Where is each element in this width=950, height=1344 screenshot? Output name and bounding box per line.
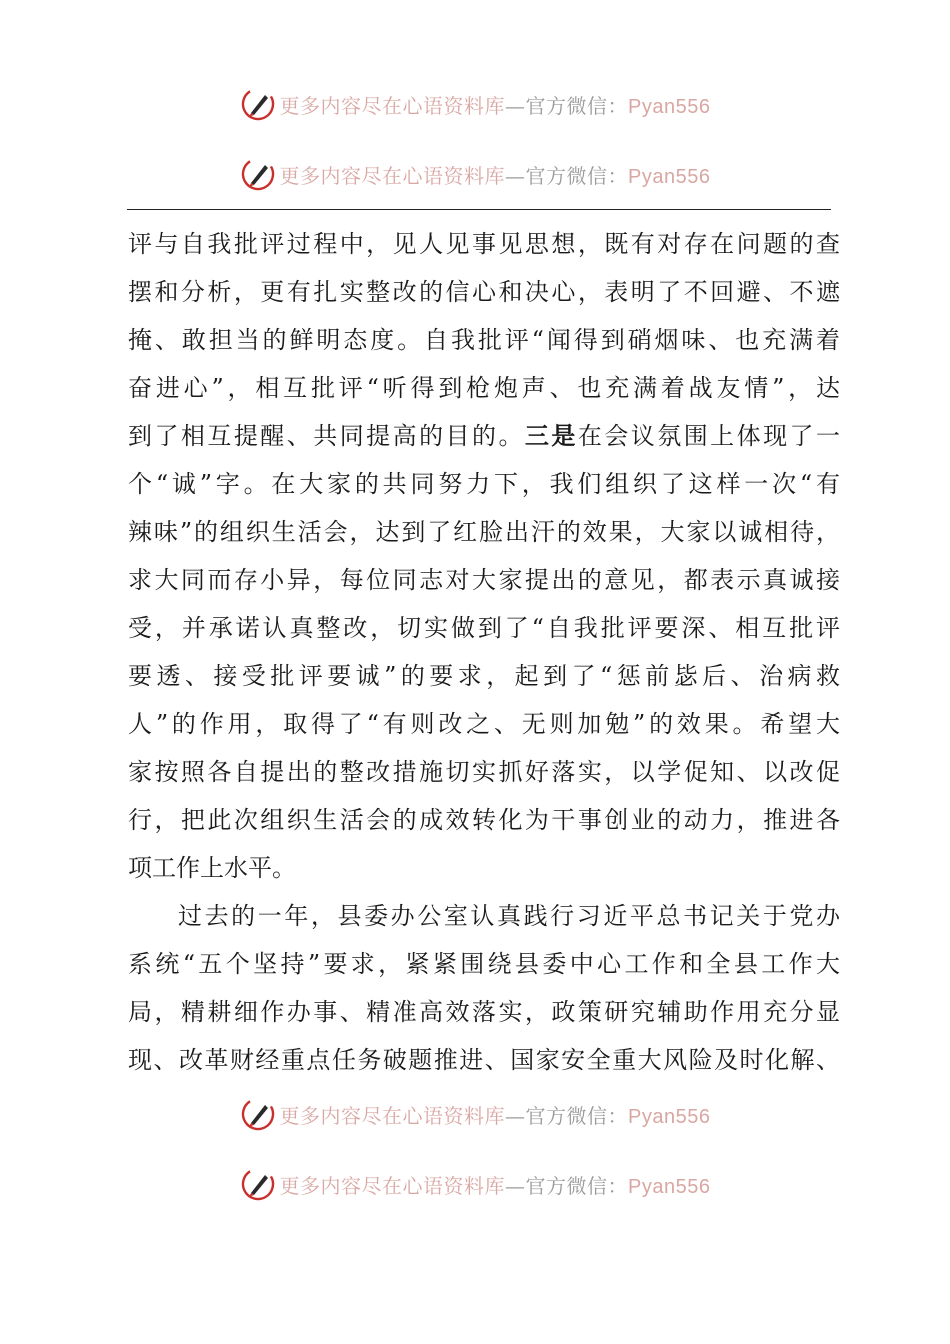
text-run: 到了相互提醒、共同提高的目的。 (128, 422, 525, 450)
watermark-lead-text: 更多内容尽在心语资料库 (279, 1103, 506, 1128)
pen-logo-icon (240, 86, 276, 122)
watermark-account: Pyan556 (628, 95, 711, 118)
text-line: 个“诚”字。在大家的共同努力下，我们组织了这样一次“有 (128, 470, 840, 498)
pen-logo-icon (240, 1096, 276, 1132)
text-line: 家按照各自提出的整改措施切实抓好落实，以学促知、以改促 (128, 758, 840, 786)
text-line: 局，精耕细作办事、精准高效落实，政策研究辅助作用充分显 (128, 998, 840, 1026)
watermark-banner-bottom-1 (0, 1094, 950, 1134)
pen-logo-icon (240, 1166, 276, 1202)
text-line: 要透、接受批评要诚”的要求，起到了“惩前毖后、治病救 (128, 662, 840, 690)
watermark-dash: — (505, 163, 526, 188)
watermark-account: Pyan556 (628, 165, 711, 188)
text-line: 求大同而存小异，每位同志对大家提出的意见，都表示真诚接 (128, 566, 840, 594)
watermark-mid-text: 官方微信： (525, 1103, 629, 1128)
text-line (128, 412, 840, 460)
watermark-lead-text: 更多内容尽在心语资料库 (279, 163, 506, 188)
watermark-banner-top-1 (0, 84, 950, 124)
emphasis-label: 三是 (524, 422, 578, 450)
watermark-mid-text: 官方微信： (525, 1173, 629, 1198)
text-line: 奋进心”，相互批评“听得到枪炮声、也充满着战友情”，达 (128, 374, 840, 402)
text-line: 系统“五个坚持”要求，紧紧围绕县委中心工作和全县工作大 (128, 950, 840, 978)
text-line: 现、改革财经重点任务破题推进、国家安全重大风险及时化解、 (128, 1046, 840, 1074)
text-line: 人”的作用，取得了“有则改之、无则加勉”的效果。希望大 (128, 710, 840, 738)
text-line: 辣味”的组织生活会，达到了红脸出汗的效果，大家以诚相待， (128, 518, 840, 546)
watermark-dash: — (505, 1173, 526, 1198)
watermark-dash: — (505, 93, 526, 118)
text-run: 在会议氛围上体现了一 (577, 422, 841, 450)
watermark-banner-top-2 (0, 154, 950, 194)
watermark-mid-text: 官方微信： (525, 93, 629, 118)
watermark-banner-bottom-2 (0, 1164, 950, 1204)
text-line: 项工作上水平。 (128, 854, 296, 882)
watermark-lead-text: 更多内容尽在心语资料库 (279, 1173, 506, 1198)
text-line: 掩、敢担当的鲜明态度。自我批评“闻得到硝烟味、也充满着 (128, 326, 840, 354)
header-rule (127, 209, 831, 210)
document-body (128, 220, 840, 1084)
text-line: 过去的一年，县委办公室认真践行习近平总书记关于党办 (178, 902, 840, 930)
text-line: 受，并承诺认真整改，切实做到了“自我批评要深、相互批评 (128, 614, 840, 642)
text-line: 行，把此次组织生活会的成效转化为干事创业的动力，推进各 (128, 806, 840, 834)
watermark-mid-text: 官方微信： (525, 163, 629, 188)
watermark-account: Pyan556 (628, 1105, 711, 1128)
watermark-account: Pyan556 (628, 1175, 711, 1198)
pen-logo-icon (240, 156, 276, 192)
watermark-lead-text: 更多内容尽在心语资料库 (279, 93, 506, 118)
text-line: 摆和分析，更有扎实整改的信心和决心，表明了不回避、不遮 (128, 278, 840, 306)
watermark-dash: — (505, 1103, 526, 1128)
text-line: 评与自我批评过程中，见人见事见思想，既有对存在问题的查 (128, 230, 840, 258)
